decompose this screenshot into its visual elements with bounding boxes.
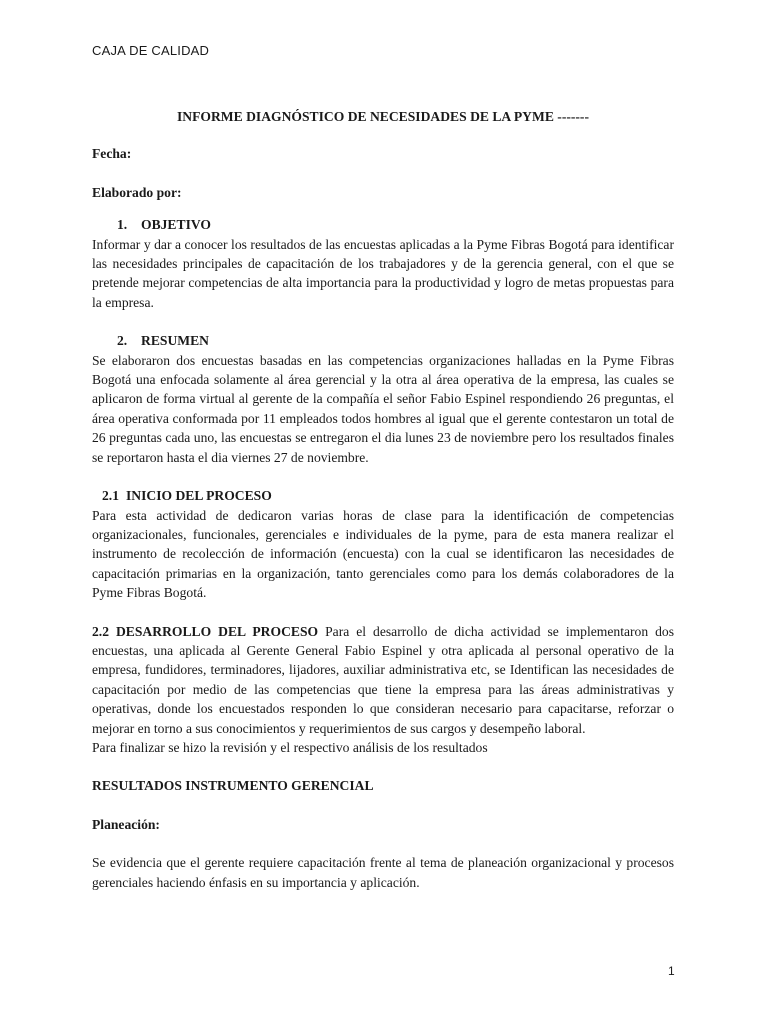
section-heading-objetivo bbox=[92, 215, 674, 234]
section-number-inicio: 2.1 bbox=[102, 488, 119, 504]
section-heading-resumen bbox=[92, 331, 674, 350]
running-header: CAJA DE CALIDAD bbox=[92, 43, 210, 58]
section-title-inicio: INICIO DEL PROCESO bbox=[126, 488, 272, 504]
section-number-objetivo: 1. bbox=[117, 217, 128, 233]
paragraph-objetivo: Informar y dar a conocer los resultados de las encuestas aplicadas a la Pyme Fibras Bogotá para identificar las necesidades principales de capacitación de los trabajadores y de la gerencia general, con el que se pretende mejorar competencias de alta importancia para la productividad y logro de metas propuestas para la empresa. bbox=[92, 236, 674, 310]
section-title-objetivo: OBJETIVO bbox=[141, 217, 211, 233]
section-number-resumen: 2. bbox=[117, 333, 128, 349]
document-body bbox=[92, 107, 674, 892]
paragraph-planeacion: Se evidencia que el gerente requiere capacitación frente al tema de planeación organizacional y procesos gerenciales haciendo énfasis en su importancia y aplicación. bbox=[92, 855, 674, 890]
paragraph-resumen: Se elaboraron dos encuestas basadas en las competencias organizaciones halladas en la Pyme Fibras Bogotá una enfocada solamente al área gerencial y la otra al área operativa de la empresa, las cuales se aplicaron de forma virtual al gerente de la compañía el señor Fabio Espinel respondiendo 26 preguntas, el área operativa conformada por 11 empleados todos hombres al igual que el gerente contestaron un total de 26 preguntas cada uno, las encuestas se entregaron el dia lunes 23 de noviembre pero los resultados finales se reportaron hasta el dia viernes 27 de noviembre. bbox=[92, 352, 674, 465]
paragraph-desarrollo bbox=[92, 622, 674, 738]
section-heading-resultados: RESULTADOS INSTRUMENTO GERENCIAL bbox=[92, 778, 374, 794]
section-body-desarrollo: Para el desarrollo de dicha actividad se implementaron dos encuestas, una aplicada al Gerente General Fabio Espinel y otra aplicada al personal operativo de la empresa, fundidores, terminadores, lijadores, auxiliar administrativa etc, se Identifican las necesidades de capacitación por medio de las competencias que tiene la empresa para las áreas administrativas y operativas, donde los encuestados responden lo que consideran necesario para capacitarse, reforzar o mejorar en torno a sus conocimientos y requerimientos de sus cargos y desempeño laboral. bbox=[92, 623, 675, 736]
document-title: INFORME DIAGNÓSTICO DE NECESIDADES DE LA PYME ------- bbox=[177, 109, 589, 124]
section-heading-desarrollo: 2.2 DESARROLLO DEL PROCESO bbox=[92, 623, 319, 639]
section-heading-planeacion: Planeación: bbox=[92, 816, 160, 832]
page-number: 1 bbox=[668, 964, 675, 978]
section-title-resumen: RESUMEN bbox=[141, 333, 209, 349]
date-label: Fecha: bbox=[92, 146, 132, 162]
author-label: Elaborado por: bbox=[92, 184, 182, 200]
paragraph-desarrollo-closing: Para finalizar se hizo la revisión y el respectivo análisis de los resultados bbox=[92, 739, 488, 755]
section-heading-inicio bbox=[92, 486, 674, 505]
paragraph-inicio: Para esta actividad de dedicaron varias horas de clase para la identificación de competencias organizacionales, funcionales, gerenciales e individuales de la pyme, para de esta manera realizar el instrumento de recolección de información (encuesta) con la cual se identificaron las necesidades de capacitación primarias en la organización, tanto gerenciales como para los demás colaboradores de la Pyme Fibras Bogotá. bbox=[92, 507, 674, 601]
